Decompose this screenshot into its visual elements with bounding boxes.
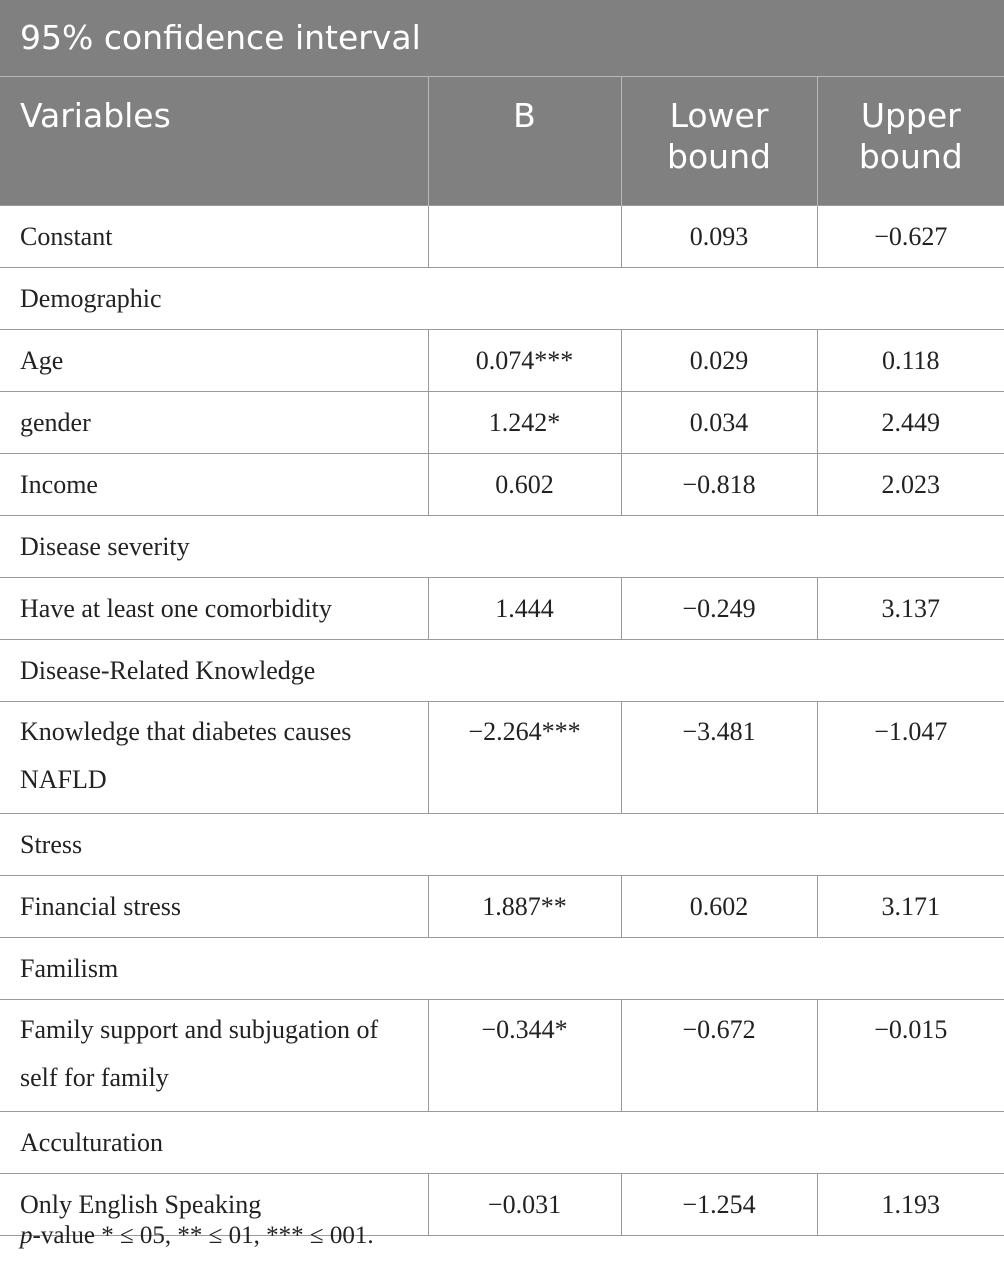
cell-b: 0.602: [428, 454, 621, 516]
row-label: Financial stress: [0, 876, 428, 938]
cell-b: 0.074***: [428, 330, 621, 392]
row-label: gender: [0, 392, 428, 454]
table-row: [0, 392, 1004, 454]
cell-lower: −0.672: [621, 1000, 817, 1112]
cell-b: −0.031: [428, 1174, 621, 1236]
table-footnote: [20, 1222, 374, 1250]
table-row: [0, 578, 1004, 640]
header-b: B: [428, 77, 621, 206]
cell-upper: 1.193: [817, 1174, 1004, 1236]
cell-upper: 3.171: [817, 876, 1004, 938]
table-row: [0, 1000, 1004, 1112]
cell-lower: −0.249: [621, 578, 817, 640]
cell-lower: −0.818: [621, 454, 817, 516]
table-caption: 95% confidence interval: [0, 0, 1004, 77]
row-label: Knowledge that diabetes causes NAFLD: [0, 702, 428, 814]
row-label: Family support and subjugation of self for family: [0, 1000, 428, 1112]
cell-lower: 0.034: [621, 392, 817, 454]
footnote-p-label: p: [20, 1222, 33, 1249]
cell-upper: −0.015: [817, 1000, 1004, 1112]
cell-lower: −3.481: [621, 702, 817, 814]
cell-b: 1.444: [428, 578, 621, 640]
section-label: Familism: [0, 938, 1004, 1000]
cell-b: [428, 206, 621, 268]
cell-b: 1.242*: [428, 392, 621, 454]
section-label: Acculturation: [0, 1112, 1004, 1174]
section-row: [0, 268, 1004, 330]
header-variables: Variables: [0, 77, 428, 206]
cell-upper: −1.047: [817, 702, 1004, 814]
row-label: Age: [0, 330, 428, 392]
cell-b: −0.344*: [428, 1000, 621, 1112]
row-label: Only English Speaking: [0, 1174, 428, 1236]
section-label: Disease-Related Knowledge: [0, 640, 1004, 702]
cell-lower: 0.093: [621, 206, 817, 268]
cell-lower: 0.029: [621, 330, 817, 392]
cell-b: −2.264***: [428, 702, 621, 814]
table-row: [0, 454, 1004, 516]
row-label: Constant: [0, 206, 428, 268]
table-row: [0, 876, 1004, 938]
section-row: [0, 516, 1004, 578]
row-label: Income: [0, 454, 428, 516]
table-row: [0, 206, 1004, 268]
cell-lower: −1.254: [621, 1174, 817, 1236]
header-row: [0, 77, 1004, 206]
cell-upper: 3.137: [817, 578, 1004, 640]
section-label: Stress: [0, 814, 1004, 876]
cell-upper: 0.118: [817, 330, 1004, 392]
footnote-text: -value * ≤ 05, ** ≤ 01, *** ≤ 001.: [32, 1222, 374, 1249]
cell-upper: 2.023: [817, 454, 1004, 516]
section-row: [0, 640, 1004, 702]
header-lower-bound: Lower bound: [621, 77, 817, 206]
header-upper-bound: Upper bound: [817, 77, 1004, 206]
section-label: Demographic: [0, 268, 1004, 330]
table-row: [0, 702, 1004, 814]
cell-b: 1.887**: [428, 876, 621, 938]
section-row: [0, 938, 1004, 1000]
cell-upper: −0.627: [817, 206, 1004, 268]
section-row: [0, 814, 1004, 876]
cell-lower: 0.602: [621, 876, 817, 938]
section-label: Disease severity: [0, 516, 1004, 578]
section-row: [0, 1112, 1004, 1174]
cell-upper: 2.449: [817, 392, 1004, 454]
row-label: Have at least one comorbidity: [0, 578, 428, 640]
table-row: [0, 330, 1004, 392]
